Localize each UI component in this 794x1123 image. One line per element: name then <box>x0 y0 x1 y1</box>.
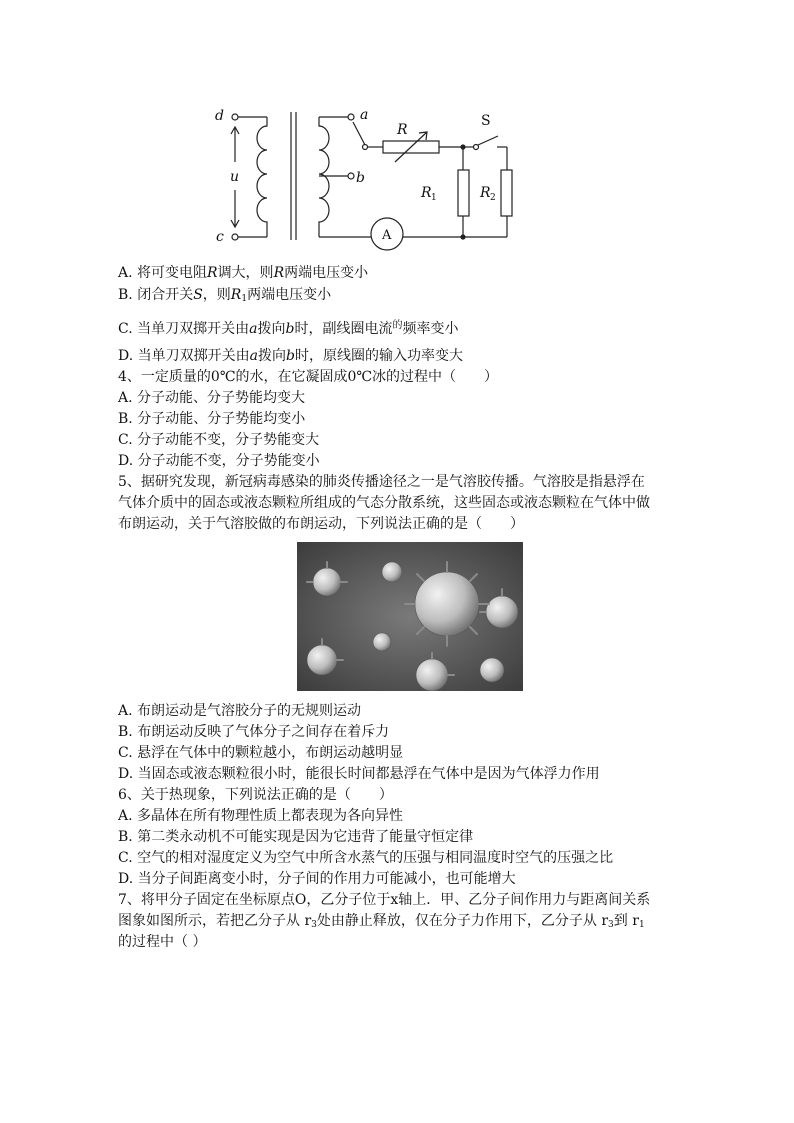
q5-option-a: A. 布朗运动是气溶胶分子的无规则运动 <box>118 703 362 719</box>
ammeter-label: A <box>382 228 392 243</box>
label-a: a <box>360 107 369 123</box>
label-c: c <box>216 229 224 245</box>
label-S: S <box>481 113 491 129</box>
q4-option-d: D. 分子动能不变，分子势能变小 <box>118 453 320 469</box>
secondary-coil <box>319 117 329 237</box>
switch-s-contact <box>474 145 479 150</box>
q6-option-a: A. 多晶体在所有物理性质上都表现为各向异性 <box>118 808 404 824</box>
q5-stem-line-3: 布朗运动，关于气溶胶做的布朗运动，下列说法正确的是（ ） <box>118 516 524 532</box>
label-R1-sub: 1 <box>431 193 437 203</box>
q6-option-c: C. 空气的相对湿度定义为空气中所含水蒸气的压强与相同温度时空气的压强之比 <box>118 850 614 866</box>
q3-option-d: D. 当单刀双掷开关由a拨向b时，原线圈的输入功率变大 <box>118 348 463 364</box>
switch-blade <box>353 122 365 145</box>
label-R2: R <box>480 185 491 201</box>
q7-stem-line-3: 的过程中（ ） <box>118 934 207 950</box>
q4-option-c: C. 分子动能不变，分子势能变大 <box>118 432 320 448</box>
q6-stem: 6、关于热现象，下列说法正确的是（ ） <box>118 787 393 803</box>
label-R: R <box>397 122 408 138</box>
terminal-a <box>348 114 354 120</box>
q7-stem-line-2: 图象如图所示，若把乙分子从 $r_3$处由静止释放，仅在分子力作用下，乙分子从 $r_3$到 $r_1$ <box>118 913 645 930</box>
q6-option-b: B. 第二类永动机不可能实现是因为它违背了能量守恒定律 <box>118 829 474 845</box>
q4-option-b: B. 分子动能、分子势能均变小 <box>118 411 306 427</box>
label-b: b <box>356 170 365 186</box>
q4-stem: 4、一定质量的0℃的水，在它凝固成0℃冰的过程中（ ） <box>118 369 499 385</box>
q5-option-c: C. 悬浮在气体中的颗粒越小，布朗运动越明显 <box>118 745 404 761</box>
transformer-circuit-diagram <box>205 100 535 260</box>
q3-option-a: A. 将可变电阻R调大，则R两端电压变小 <box>118 265 369 281</box>
resistor-r1 <box>458 170 469 216</box>
q3-option-c: C. 当单刀双掷开关由a拨向b时，副线圈电流$^的$频率变小 <box>118 320 459 337</box>
q5-option-d: D. 当固态或液态颗粒很小时，能很长时间都悬浮在气体中是因为气体浮力作用 <box>118 766 600 782</box>
label-u: u <box>230 169 240 185</box>
q5-option-b: B. 布朗运动反映了气体分子之间存在着斥力 <box>118 724 390 740</box>
q3-option-b: B. 闭合开关S，则$R_1$两端电压变小 <box>118 287 332 304</box>
primary-coil <box>257 117 267 237</box>
terminal-c <box>232 234 238 240</box>
q6-option-d: D. 当分子间距离变小时，分子间的作用力可能减小，也可能增大 <box>118 871 516 887</box>
q4-option-a: A. 分子动能、分子势能均变大 <box>118 390 306 406</box>
q5-stem-line-2: 气体介质中的固态或液态颗粒所组成的气态分散系统，这些固态或液态颗粒在气体中做 <box>118 495 650 511</box>
label-R1: R <box>421 185 432 201</box>
q7-stem-line-1: 7、将甲分子固定在坐标原点O，乙分子位于x轴上．甲、乙分子间作用力与距离间关系 <box>118 892 651 908</box>
virus-photo <box>297 542 523 691</box>
terminal-b <box>348 173 354 179</box>
switch-s-blade <box>478 136 498 145</box>
q5-stem-line-1: 5、据研究发现，新冠病毒感染的肺炎传播途径之一是气溶胶传播。气溶胶是指悬浮在 <box>118 474 645 490</box>
virus-illustration <box>297 542 523 691</box>
label-d: d <box>215 108 224 124</box>
label-R2-sub: 2 <box>490 193 496 203</box>
switch-pivot <box>363 145 368 150</box>
terminal-d <box>232 114 238 120</box>
resistor-r2 <box>501 170 512 216</box>
